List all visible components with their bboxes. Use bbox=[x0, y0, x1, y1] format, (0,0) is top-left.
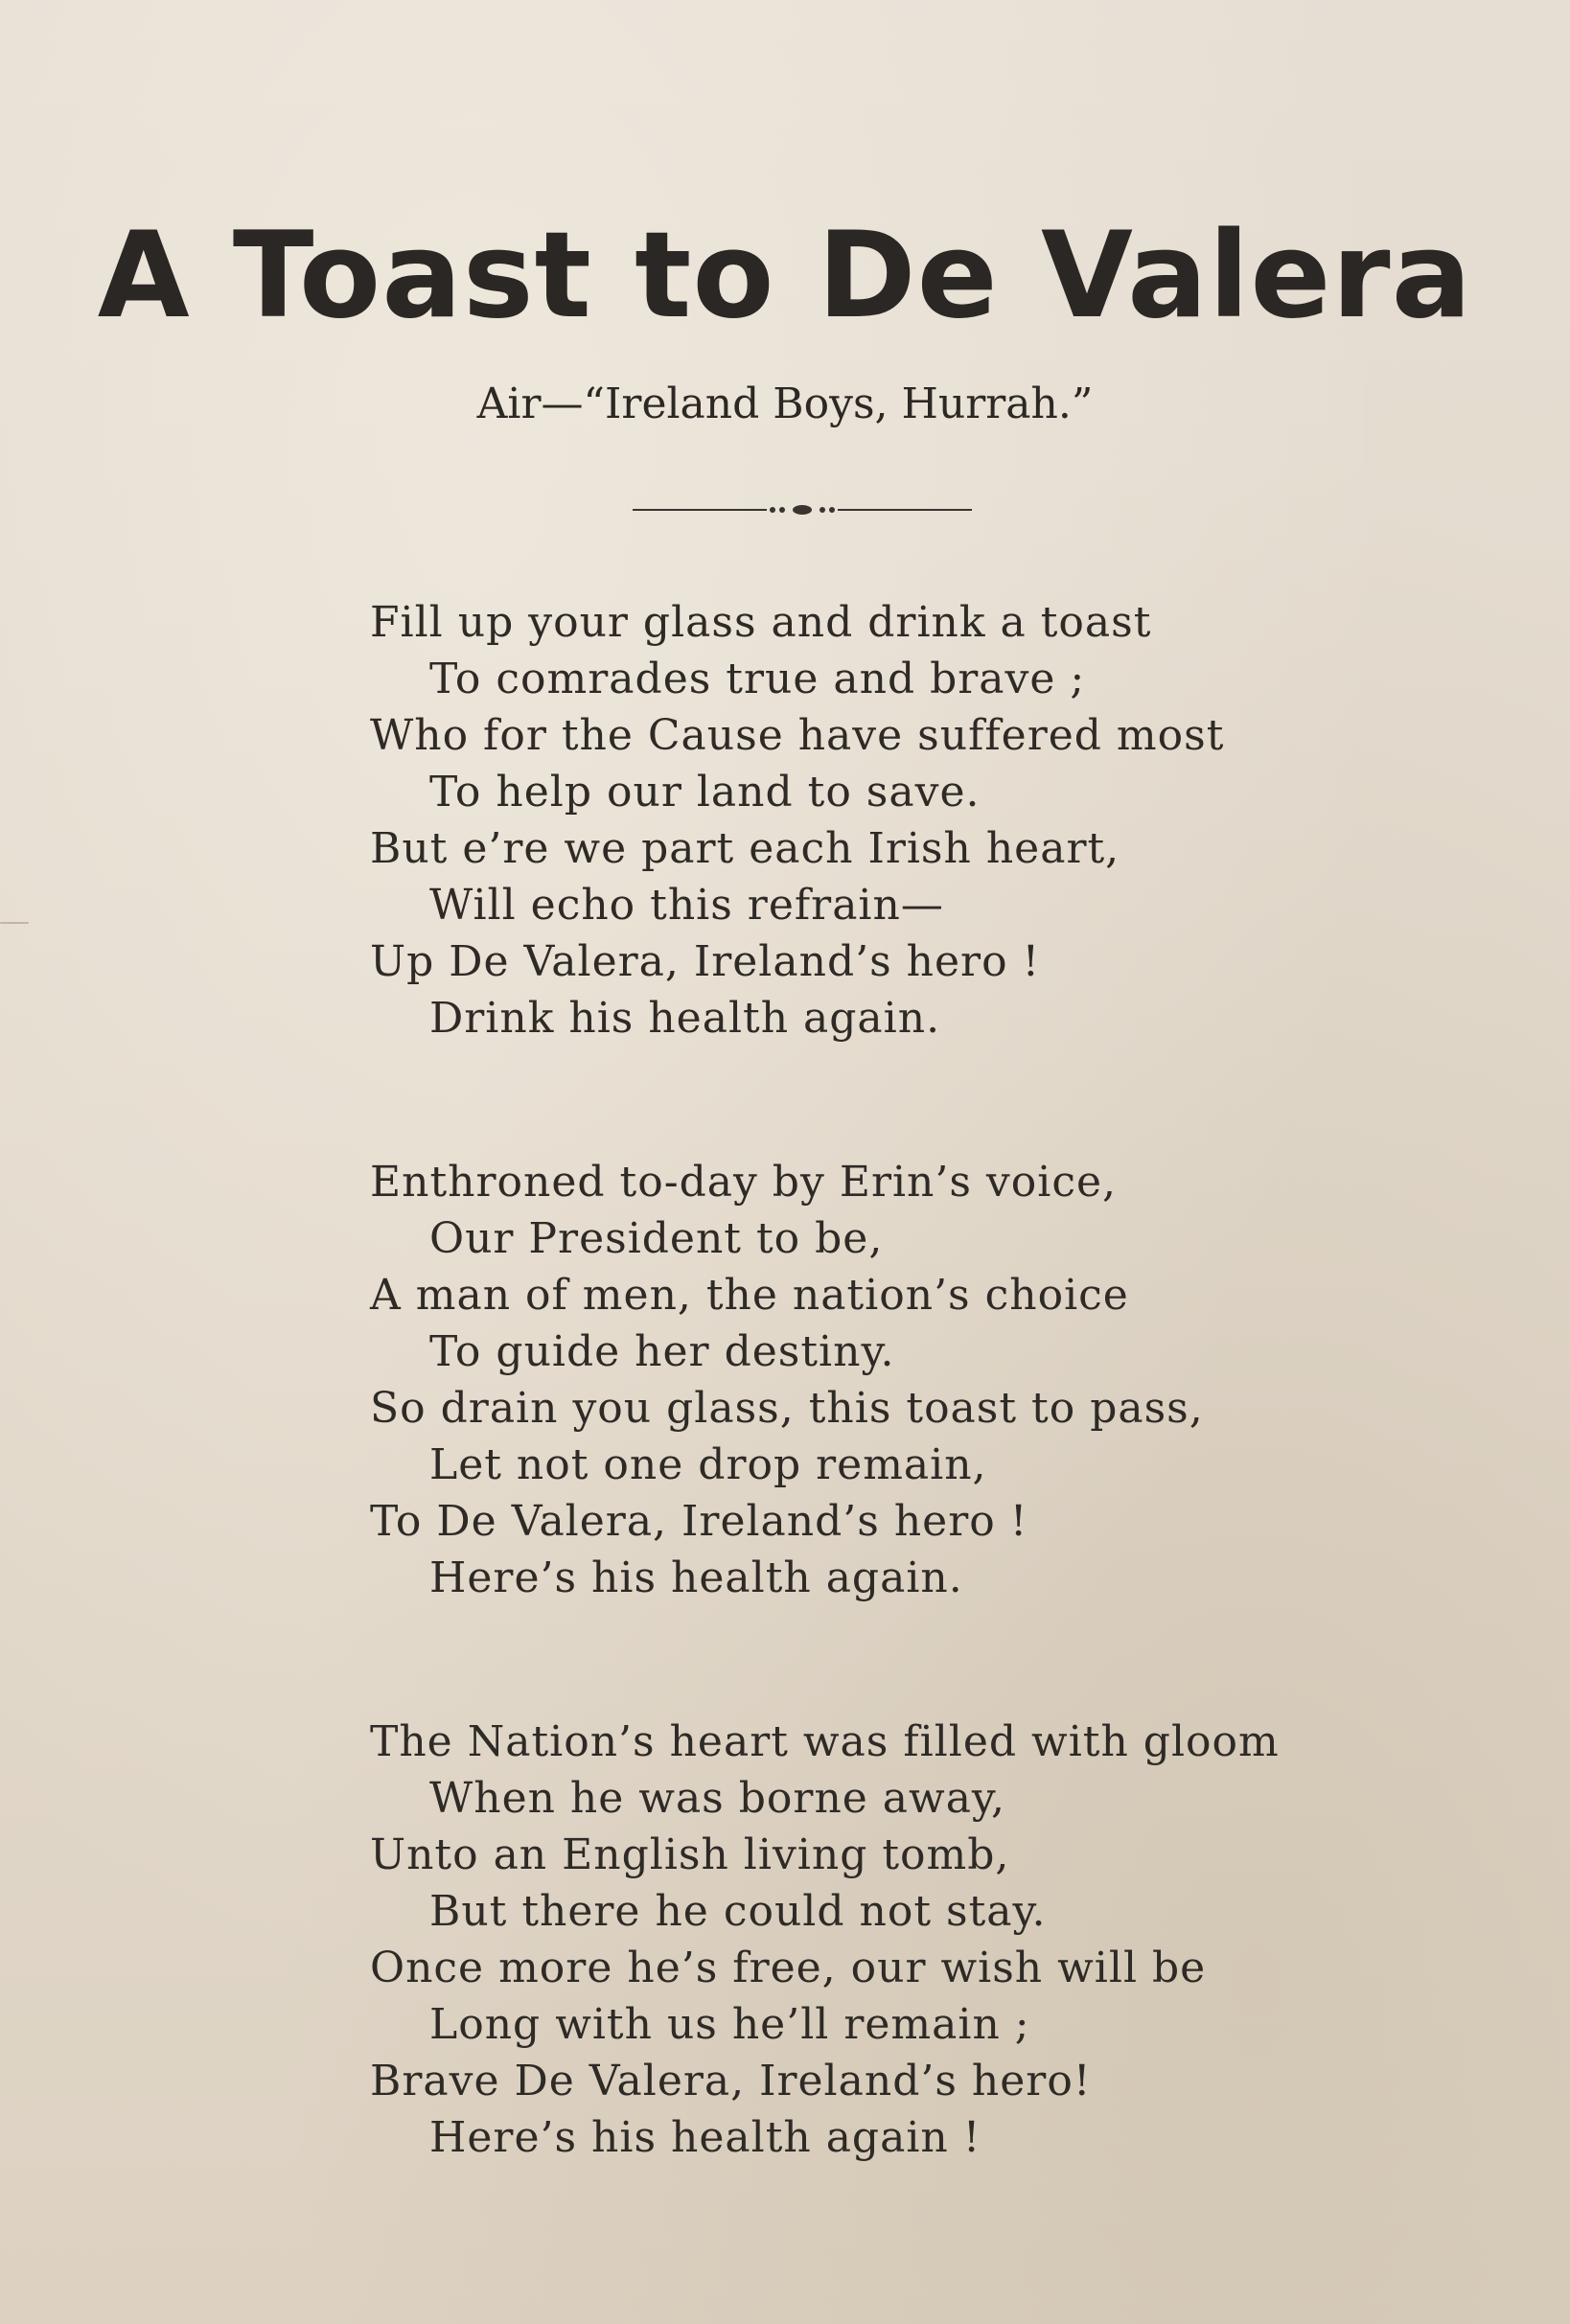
poem-line: The Nation’s heart was filled with gloom bbox=[370, 1717, 1280, 1766]
poem-line: Enthroned to-day by Erin’s voice, bbox=[370, 1158, 1118, 1207]
poem-line: To help our land to save. bbox=[429, 768, 981, 817]
page-mark bbox=[0, 922, 29, 924]
stanza bbox=[370, 1714, 1501, 2166]
poem-line: A man of men, the nation’s choice bbox=[370, 1271, 1129, 1320]
poem-line: Who for the Cause have suffered most bbox=[370, 711, 1225, 760]
poem-line: Drink his health again. bbox=[429, 994, 941, 1043]
poem-line: To guide her destiny. bbox=[429, 1327, 895, 1376]
poem-line: Our President to be, bbox=[429, 1214, 884, 1263]
poem-line: So drain you glass, this toast to pass, bbox=[370, 1384, 1204, 1433]
poem-line: Let not one drop remain, bbox=[429, 1440, 987, 1489]
poem-line: Brave De Valera, Ireland’s hero! bbox=[370, 2057, 1092, 2105]
poem-line: Unto an English living tomb, bbox=[370, 1830, 1010, 1879]
poem-body bbox=[370, 594, 1501, 2273]
stanza bbox=[370, 594, 1501, 1047]
poem-line: When he was borne away, bbox=[429, 1774, 1005, 1823]
divider-ornament-icon bbox=[633, 498, 972, 521]
poem-line: Long with us he’ll remain ; bbox=[429, 2000, 1030, 2049]
poem-line: Will echo this refrain— bbox=[429, 881, 944, 930]
page-subtitle: Air—“Ireland Boys, Hurrah.” bbox=[476, 380, 1094, 428]
poem-line: Here’s his health again. bbox=[429, 1553, 963, 1602]
poem-line: But e’re we part each Irish heart, bbox=[370, 824, 1120, 873]
poem-line: Up De Valera, Ireland’s hero ! bbox=[370, 937, 1041, 986]
poem-line: Fill up your glass and drink a toast bbox=[370, 598, 1152, 647]
poem-line: Here’s his health again ! bbox=[429, 2113, 981, 2162]
poem-line: To De Valera, Ireland’s hero ! bbox=[370, 1497, 1028, 1546]
poem-line: But there he could not stay. bbox=[429, 1887, 1047, 1936]
stanza bbox=[370, 1154, 1501, 1606]
page-title: A Toast to De Valera bbox=[97, 207, 1473, 345]
poem-line: Once more he’s free, our wish will be bbox=[370, 1944, 1207, 1992]
poem-line: To comrades true and brave ; bbox=[429, 655, 1086, 703]
